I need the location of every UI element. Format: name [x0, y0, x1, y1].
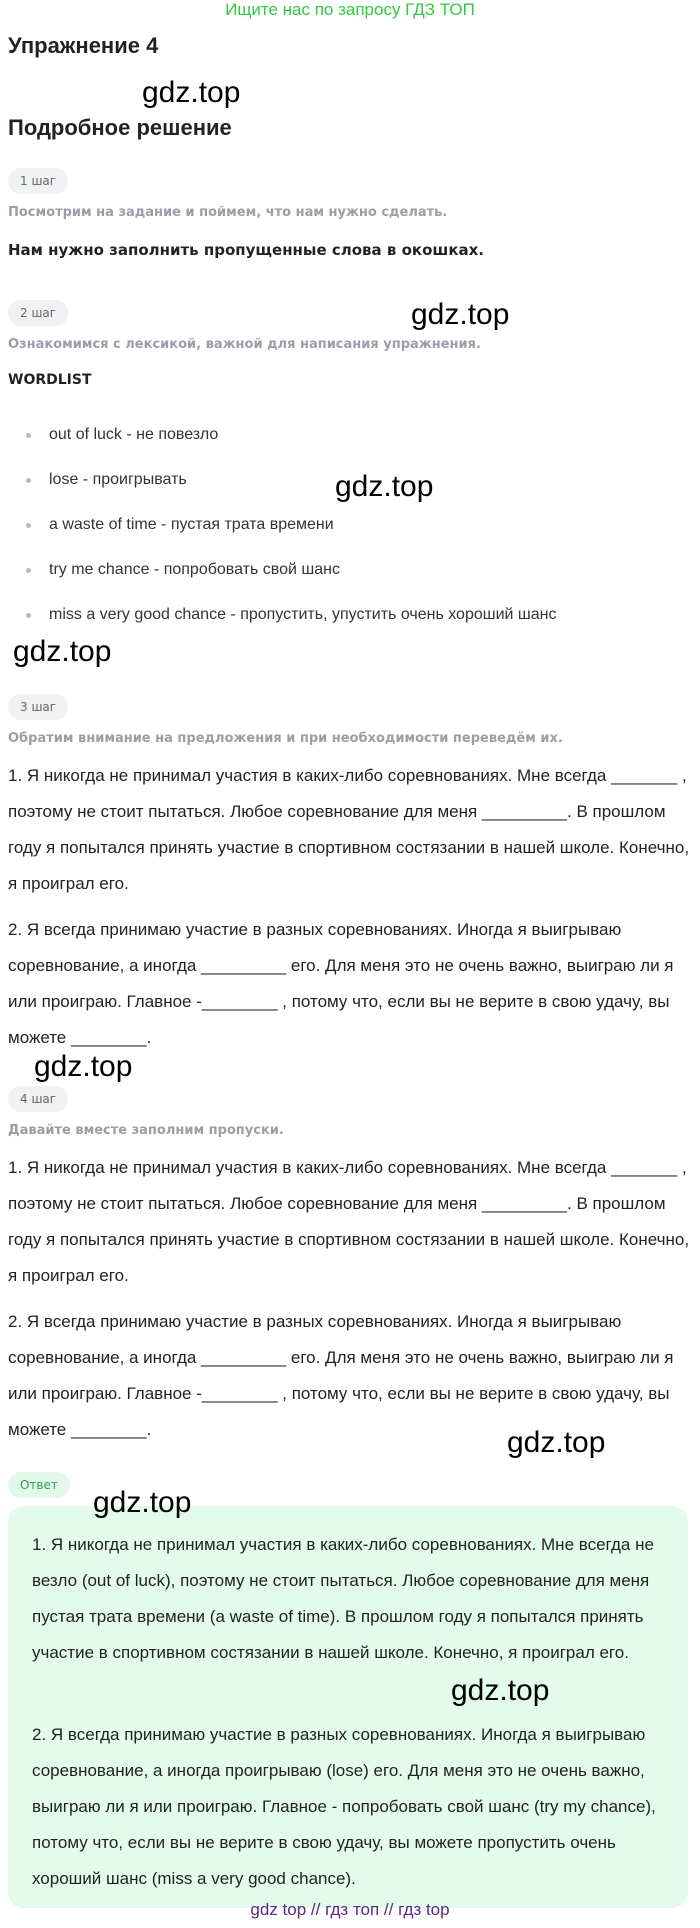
step-badge-4: 4 шаг: [8, 1086, 68, 1112]
watermark: gdz.top: [93, 1486, 192, 1519]
list-item: lose - проигрывать: [8, 463, 688, 508]
list-item: try me chance - попробовать свой шанс: [8, 553, 688, 598]
paragraph: 1. Я никогда не принимал участия в каких-либо соревнованиях. Мне всегда _______ , поэтому не стоит пытаться. Любое соревнование для меня _________. В прошлом году я попытался принять участие в спортивном состязании в нашей школе. Конечно, я проиграл его.: [8, 1158, 690, 1285]
exercise-title: Упражнение 4: [8, 33, 159, 58]
paragraph: 2. Я всегда принимаю участие в разных соревнованиях. Иногда я выигрываю соревнование, а иногда _________ его. Для меня это не очень важно, выиграю ли я или проиграю. Главное -________ , потому что, если вы не верите в свою удачу, вы можете ________.: [8, 920, 674, 1047]
wordlist: [8, 418, 688, 643]
list-item: a waste of time - пустая трата времени: [8, 508, 688, 553]
watermark: gdz.top: [335, 470, 434, 503]
step-badge-3: 3 шаг: [8, 694, 68, 720]
step-description-4: Давайте вместе заполним пропуски.: [8, 1123, 284, 1138]
answer-badge: Ответ: [8, 1472, 70, 1498]
step-badge-1: 1 шаг: [8, 168, 68, 194]
step-description-1: Посмотрим на задание и поймем, что нам нужно сделать.: [8, 205, 448, 220]
step-task-text: Нам нужно заполнить пропущенные слова в окошках.: [8, 241, 485, 259]
paragraph: 1. Я никогда не принимал участия в каких-либо соревнованиях. Мне всегда _______ , поэтому не стоит пытаться. Любое соревнование для меня _________. В прошлом году я попытался принять участие в спортивном состязании в нашей школе. Конечно, я проиграл его.: [8, 766, 690, 893]
list-item: out of luck - не повезло: [8, 418, 688, 463]
footer-links[interactable]: gdz top // гдз топ // гдз top: [250, 1900, 450, 1919]
wordlist-title: WORDLIST: [8, 372, 92, 388]
watermark: gdz.top: [507, 1426, 606, 1459]
watermark: gdz.top: [142, 76, 241, 109]
step-badge-2: 2 шаг: [8, 300, 68, 326]
step-description-3: Обратим внимание на предложения и при необходимости переведём их.: [8, 731, 563, 746]
answer-paragraph: 2. Я всегда принимаю участие в разных соревнованиях. Иногда я выигрываю соревнование, а иногда проигрываю (lose) его. Для меня это не очень важно, выиграю ли я или проиграю. Главное - попробовать свой шанс (try my chance), потому что, если вы не верите в свою удачу, вы можете пропустить очень хороший шанс (miss a very good chance).: [32, 1725, 656, 1888]
step-description-2: Ознакомимся с лексикой, важной для написания упражнения.: [8, 337, 481, 352]
list-item: miss a very good chance - пропустить, упустить очень хороший шанс: [8, 598, 688, 643]
top-search-hint[interactable]: Ищите нас по запросу ГДЗ ТОП: [225, 0, 475, 19]
watermark: gdz.top: [34, 1050, 133, 1083]
paragraph: 2. Я всегда принимаю участие в разных соревнованиях. Иногда я выигрываю соревнование, а иногда _________ его. Для меня это не очень важно, выиграю ли я или проиграю. Главное -________ , потому что, если вы не верите в свою удачу, вы можете ________.: [8, 1312, 674, 1439]
answer-paragraph: 1. Я никогда не принимал участия в каких-либо соревнованиях. Мне всегда не везло (out of luck), поэтому не стоит пытаться. Любое соревнование для меня пустая трата времени (a waste of time). В прошлом году я попытался принять участие в спортивном состязании в нашей школе. Конечно, я проиграл его.: [32, 1535, 654, 1662]
watermark: gdz.top: [451, 1674, 550, 1707]
watermark: gdz.top: [411, 298, 510, 331]
watermark: gdz.top: [13, 635, 112, 668]
solution-title: Подробное решение: [8, 115, 232, 140]
